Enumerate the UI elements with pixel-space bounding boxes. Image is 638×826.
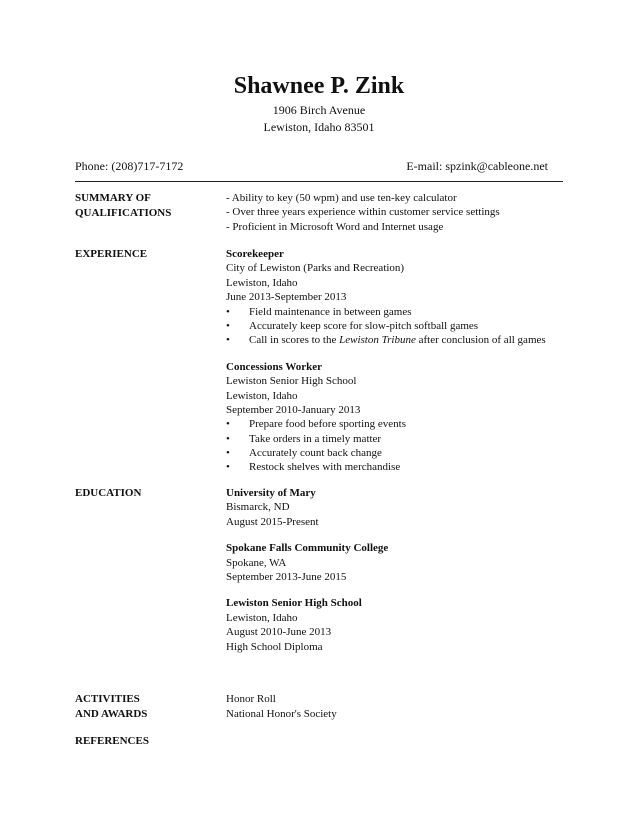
job-duty (226, 446, 546, 460)
school-credential: High School Diploma (226, 640, 323, 653)
summary-heading-line-1: SUMMARY OF (75, 192, 151, 204)
job-dates: June 2013-September 2013 (226, 291, 347, 304)
city-state-zip: Lewiston, Idaho 83501 (263, 120, 375, 134)
activities-list (226, 692, 337, 722)
job-duty (226, 432, 546, 446)
phone-number: Phone: (208)717-7172 (75, 159, 184, 173)
applicant-name: Shawnee P. Zink (233, 73, 405, 99)
school-name: Spokane Falls Community College (226, 542, 389, 555)
job-location: Lewiston, Idaho (226, 276, 298, 289)
bullet-icon: • (226, 305, 230, 318)
header-divider (75, 181, 563, 182)
summary-heading (75, 191, 171, 221)
school-dates: August 2010-June 2013 (226, 626, 332, 639)
school-name: University of Mary (226, 487, 316, 499)
bullet-icon: • (226, 334, 230, 347)
school-location: Bismarck, ND (226, 501, 290, 514)
job-employer: City of Lewiston (Parks and Recreation) (226, 262, 405, 275)
job-duty-text: Accurately count back change (249, 447, 382, 460)
school-dates: August 2015-Present (226, 515, 319, 528)
education-list (226, 486, 388, 654)
school-location: Lewiston, Idaho (226, 611, 298, 624)
summary-list (226, 191, 500, 234)
bullet-icon: • (226, 319, 230, 332)
school-dates: September 2013-June 2015 (226, 570, 347, 583)
job-duty (226, 417, 546, 431)
activities-heading (75, 692, 147, 722)
experience-heading: EXPERIENCE (75, 248, 148, 260)
job-title: Concessions Worker (226, 360, 323, 373)
job-duty-text: Field maintenance in between games (249, 305, 412, 318)
activity-item: Honor Roll (226, 693, 276, 705)
job-duty-text: Call in scores to the (249, 334, 340, 347)
job-location: Lewiston, Idaho (226, 389, 298, 402)
school-name: Lewiston Senior High School (226, 597, 362, 610)
job-duty (226, 319, 546, 333)
education-heading: EDUCATION (75, 487, 142, 499)
job-title: Scorekeeper (226, 248, 284, 260)
job-duty-text: Prepare food before sporting events (249, 418, 407, 431)
bullet-icon: • (226, 432, 230, 445)
activity-item: National Honor's Society (226, 708, 337, 720)
job-duty (226, 305, 546, 319)
summary-item: - Ability to key (50 wpm) and use ten-key calculator (226, 192, 457, 204)
job-duty-text: Take orders in a timely matter (249, 432, 382, 445)
newspaper-name: Lewiston Tribune (339, 334, 416, 347)
activities-heading-line-2: AND AWARDS (75, 708, 148, 720)
references-heading: REFERENCES (75, 735, 149, 747)
summary-item: - Proficient in Microsoft Word and Internet usage (226, 220, 444, 233)
street-address: 1906 Birch Avenue (272, 103, 366, 117)
summary-item: - Over three years experience within customer service settings (226, 206, 500, 219)
job-dates: September 2010-January 2013 (226, 403, 361, 416)
bullet-icon: • (226, 461, 230, 474)
bullet-icon: • (226, 447, 230, 460)
activities-heading-line-1: ACTIVITIES (75, 693, 140, 705)
bullet-icon: • (226, 418, 230, 431)
summary-heading-line-2: QUALIFICATIONS (75, 207, 172, 219)
job-employer: Lewiston Senior High School (226, 375, 357, 388)
job-duty-text: Accurately keep score for slow-pitch softball games (249, 319, 479, 332)
job-duty (226, 460, 546, 474)
experience-list (226, 247, 546, 475)
email-address: E-mail: spzink@cableone.net (406, 159, 548, 173)
job-duty (226, 333, 546, 347)
job-duty-text: after conclusion of all games (415, 334, 546, 347)
school-location: Spokane, WA (226, 556, 287, 569)
job-duty-text: Restock shelves with merchandise (249, 461, 401, 474)
